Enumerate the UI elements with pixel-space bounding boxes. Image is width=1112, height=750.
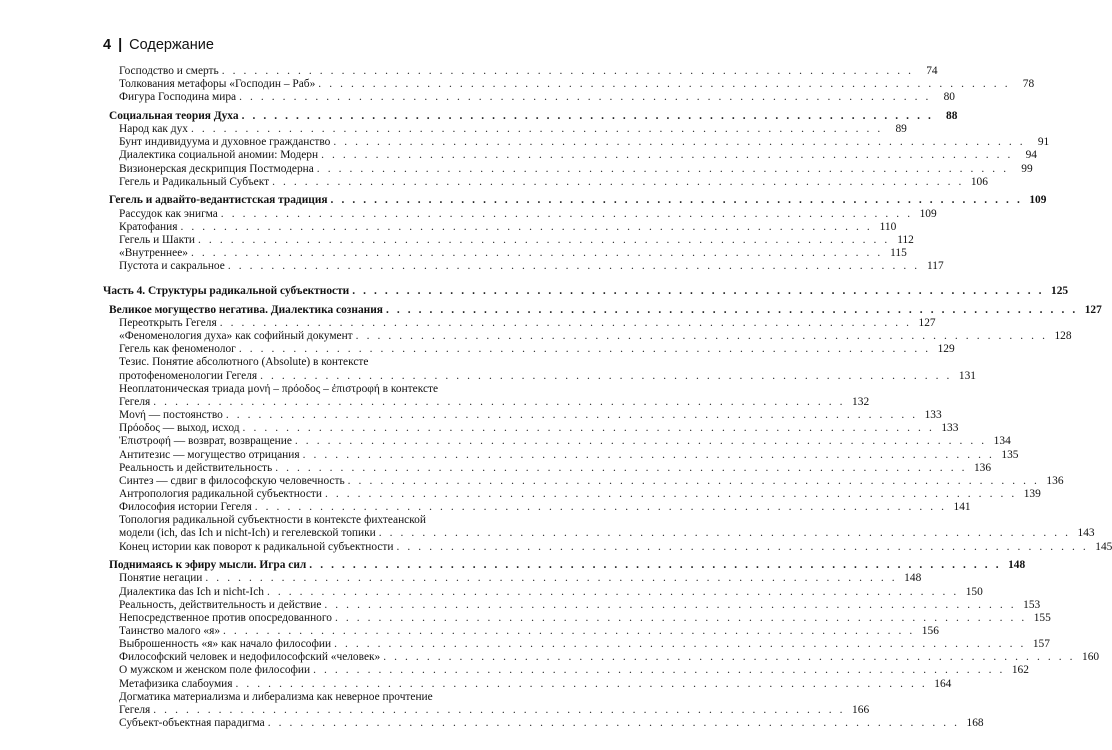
toc-entry-page: 145 [1095, 541, 1112, 553]
toc-entry-title: Господство и смерть [119, 65, 219, 77]
toc-entry-title: О мужском и женском поле философии [119, 664, 311, 676]
toc-entry-page: 136 [973, 462, 992, 474]
toc-entry [119, 330, 1072, 343]
toc-entry [119, 356, 480, 369]
toc-entry-page: 110 [879, 221, 897, 233]
toc-entry [119, 501, 971, 514]
toc-entry-page: 136 [1046, 475, 1064, 487]
toc-entry [119, 221, 897, 234]
toc-entry-title: Догматика материализма и либерализма как неверное прочтение [119, 691, 433, 703]
toc-entry-page: 143 [1077, 527, 1095, 539]
toc-entry-page: 99 [1021, 163, 1033, 175]
toc-entry-title: Кратофания [119, 221, 178, 233]
header-separator: | [118, 37, 123, 53]
toc-entry-title: Социальная теория Духа [109, 110, 239, 122]
dot-leader: . . . . . . . . . . . . . . . . . . . . . . . . . . . . . . . . . . . . . . . . . . . . . . . . . . . . . . . . . . . . . . . . [330, 194, 1023, 206]
toc-entry [119, 691, 480, 704]
dot-leader: . . . . . . . . . . . . . . . . . . . . . . . . . . . . . . . . . . . . . . . . . . . . . . . . . . . . . . . . . . . . . . . . [324, 488, 1017, 500]
toc-entry-page: 166 [852, 704, 870, 716]
toc-entry-title: Неоплатоническая триада μονή – πρόοδος – ἐπιστροφή в контексте [119, 383, 439, 395]
toc-entry-page: 109 [1029, 194, 1047, 206]
toc-entry [119, 78, 1035, 91]
toc-entry-page: 148 [1008, 559, 1026, 571]
toc-entry-page: 78 [1022, 78, 1035, 90]
toc-chapter-entry [109, 194, 1047, 207]
toc-entry [119, 247, 907, 260]
toc-entry-page: 109 [919, 208, 937, 220]
toc-entry-page: 157 [1032, 638, 1050, 650]
toc-entry [119, 612, 1051, 625]
toc-entry-title: Антитезис — могущество отрицания [119, 449, 300, 461]
dot-leader: . . . . . . . . . . . . . . . . . . . . . . . . . . . . . . . . . . . . . . . . . . . . . . . . . . . . . . . . . . . . . . . . [333, 136, 1026, 148]
toc-entry-title: «Внутреннее» [119, 247, 188, 259]
toc-entry [119, 163, 1033, 176]
toc-entry [119, 527, 1095, 540]
dot-leader: . . . . . . . . . . . . . . . . . . . . . . . . . . . . . . . . . . . . . . . . . . . . . . . . . . . . . . . . . . . . . . . . [220, 208, 913, 220]
toc-entry [119, 599, 1041, 612]
toc-entry-title: Поднимаясь к эфиру мысли. Игра сил [109, 559, 307, 571]
toc-entry [119, 541, 1112, 554]
dot-leader: . . . . . . . . . . . . . . . . . . . . . . . . . . . . . . . . . . . . . . . . . . . . . . . . . . . . . . . . . . . . . . . . [334, 638, 1026, 650]
toc-entry-title: Гегель как феноменолог [119, 343, 236, 355]
toc-entry-page: 125 [1051, 285, 1069, 297]
toc-entry-title: Народ как дух [119, 123, 188, 135]
toc-entry [119, 572, 922, 585]
toc-entry-title: Πρόοδος — выход, исход [119, 422, 240, 434]
toc-entry [119, 149, 1037, 162]
toc-chapter-entry [109, 559, 1026, 572]
toc-entry-title: Выброшенность «я» как начало философии [119, 638, 332, 650]
toc-entry [119, 638, 1050, 651]
toc-entry-page: 155 [1033, 612, 1051, 624]
dot-leader: . . . . . . . . . . . . . . . . . . . . . . . . . . . . . . . . . . . . . . . . . . . . . . . . . . . . . . . . . . . . . . . . [396, 541, 1089, 553]
toc-entry-title: Толкования метафоры «Господин – Раб» [119, 78, 316, 90]
toc-entry-title: Непосредственное против опосредованного [119, 612, 332, 624]
dot-leader: . . . . . . . . . . . . . . . . . . . . . . . . . . . . . . . . . . . . . . . . . . . . . . . . . . . . . . . . . . . . . . . . [309, 559, 1002, 571]
dot-leader: . . . . . . . . . . . . . . . . . . . . . . . . . . . . . . . . . . . . . . . . . . . . . . . . . . . . . . . . . . . . . . . . [153, 396, 846, 408]
toc-entry-page: 94 [1025, 149, 1037, 161]
toc-entry-title: Часть 4. Структуры радикальной субъектности [103, 285, 350, 297]
dot-leader: . . . . . . . . . . . . . . . . . . . . . . . . . . . . . . . . . . . . . . . . . . . . . . . . . . . . . . . . . . . . . . . . [321, 149, 1013, 161]
dot-leader: . . . . . . . . . . . . . . . . . . . . . . . . . . . . . . . . . . . . . . . . . . . . . . . . . . . . . . . . . . . . . . . . [225, 409, 918, 421]
toc-entry-page: 164 [934, 678, 952, 690]
toc-entry-page: 141 [953, 501, 971, 513]
toc-entry-page: 117 [927, 260, 944, 272]
dot-leader: . . . . . . . . . . . . . . . . . . . . . . . . . . . . . . . . . . . . . . . . . . . . . . . . . . . . . . . . . . . . . . . . [316, 163, 1009, 175]
toc-entry-page: 168 [966, 717, 984, 729]
dot-leader: . . . . . . . . . . . . . . . . . . . . . . . . . . . . . . . . . . . . . . . . . . . . . . . . . . . . . . . . . . . . . . . . [239, 91, 931, 103]
dot-leader: . . . . . . . . . . . . . . . . . . . . . . . . . . . . . . . . . . . . . . . . . . . . . . . . . . . . . . . . . . . . . . . . [260, 370, 952, 382]
toc-entry-page: 148 [904, 572, 922, 584]
dot-leader: . . . . . . . . . . . . . . . . . . . . . . . . . . . . . . . . . . . . . . . . . . . . . . . . . . . . . . . . . . . . . . . . [324, 599, 1017, 611]
page-number: 4 [103, 37, 112, 53]
toc-entry-title: Гегеля [119, 704, 151, 716]
dot-leader: . . . . . . . . . . . . . . . . . . . . . . . . . . . . . . . . . . . . . . . . . . . . . . . . . . . . . . . . . . . . . . . . [238, 343, 931, 355]
toc-entry-title: Ἐπιστροφή — возврат, возвращение [119, 435, 292, 447]
toc-entry-title: Гегеля [119, 396, 151, 408]
toc-entry [119, 409, 942, 422]
dot-leader: . . . . . . . . . . . . . . . . . . . . . . . . . . . . . . . . . . . . . . . . . . . . . . . . . . . . . . . . . . . . . . . . [275, 462, 968, 474]
toc-entry-title: Таинство малого «я» [119, 625, 221, 637]
toc-entry-page: 150 [965, 586, 983, 598]
toc-entry-page: 139 [1023, 488, 1041, 500]
toc-entry-title: Великое могущество негатива. Диалектика сознания [109, 304, 383, 316]
toc-entry-title: Гегель и Радикальный Субъект [119, 176, 270, 188]
toc-entry-page: 74 [926, 65, 938, 77]
dot-leader: . . . . . . . . . . . . . . . . . . . . . . . . . . . . . . . . . . . . . . . . . . . . . . . . . . . . . . . . . . . . . . . . [235, 678, 928, 690]
toc-entry-page: 162 [1011, 664, 1029, 676]
toc-entry-title: Фигура Господина мира [119, 91, 237, 103]
toc-entry-page: 132 [852, 396, 870, 408]
toc-entry [119, 664, 1029, 677]
toc-entry-title: Антропология радикальной субъектности [119, 488, 322, 500]
toc-part-entry [103, 285, 1069, 298]
dot-leader: . . . . . . . . . . . . . . . . . . . . . . . . . . . . . . . . . . . . . . . . . . . . . . . . . . . . . . . . . . . . . . . . [355, 330, 1048, 342]
toc-entry [119, 422, 959, 435]
toc-entry-page: 131 [958, 370, 976, 382]
dot-leader: . . . . . . . . . . . . . . . . . . . . . . . . . . . . . . . . . . . . . . . . . . . . . . . . . . . . . . . . . . . . . . . . [221, 65, 914, 77]
toc-entry [119, 396, 870, 409]
toc-entry [119, 370, 976, 383]
toc-entry-page: 134 [993, 435, 1011, 447]
dot-leader: . . . . . . . . . . . . . . . . . . . . . . . . . . . . . . . . . . . . . . . . . . . . . . . . . . . . . . . . . . . . . . . . [190, 247, 883, 259]
toc-entry-title: протофеноменологии Гегеля [119, 370, 258, 382]
toc-entry-page: 115 [890, 247, 907, 259]
dot-leader: . . . . . . . . . . . . . . . . . . . . . . . . . . . . . . . . . . . . . . . . . . . . . . . . . . . . . . . . . . . . . . . . [242, 422, 935, 434]
toc-entry [119, 488, 1041, 501]
toc-entry-title: Реальность и действительность [119, 462, 273, 474]
dot-leader: . . . . . . . . . . . . . . . . . . . . . . . . . . . . . . . . . . . . . . . . . . . . . . . . . . . . . . . . . . . . . . . . [153, 704, 846, 716]
dot-leader: . . . . . . . . . . . . . . . . . . . . . . . . . . . . . . . . . . . . . . . . . . . . . . . . . . . . . . . . . . . . . . . . [198, 234, 890, 246]
dot-leader: . . . . . . . . . . . . . . . . . . . . . . . . . . . . . . . . . . . . . . . . . . . . . . . . . . . . . . . . . . . . . . . . [294, 435, 987, 447]
toc-entry [119, 514, 480, 527]
toc-entry [119, 260, 944, 273]
dot-leader: . . . . . . . . . . . . . . . . . . . . . . . . . . . . . . . . . . . . . . . . . . . . . . . . . . . . . . . . . . . . . . . . [334, 612, 1027, 624]
toc-entry [119, 123, 907, 136]
toc-entry-title: Рассудок как энигма [119, 208, 218, 220]
toc-entry [119, 704, 870, 717]
dot-leader: . . . . . . . . . . . . . . . . . . . . . . . . . . . . . . . . . . . . . . . . . . . . . . . . . . . . . . . . . . . . . . . . [227, 260, 920, 272]
dot-leader: . . . . . . . . . . . . . . . . . . . . . . . . . . . . . . . . . . . . . . . . . . . . . . . . . . . . . . . . . . . . . . . . [205, 572, 898, 584]
toc-entry [119, 234, 914, 247]
toc-entry-title: модели (ich, das Ich и nicht-Ich) и гегелевской топики [119, 527, 376, 539]
toc-entry-page: 106 [970, 176, 988, 188]
toc-entry-title: Синтез — сдвиг в философскую человечность [119, 475, 345, 487]
toc-entry-page: 156 [921, 625, 939, 637]
toc-entry-title: Философия истории Гегеля [119, 501, 252, 513]
dot-leader: . . . . . . . . . . . . . . . . . . . . . . . . . . . . . . . . . . . . . . . . . . . . . . . . . . . . . . . . . . . . . . . . [313, 664, 1005, 676]
dot-leader: . . . . . . . . . . . . . . . . . . . . . . . . . . . . . . . . . . . . . . . . . . . . . . . . . . . . . . . . . . . . . . . . [378, 527, 1071, 539]
toc-entry-page: 160 [1082, 651, 1100, 663]
dot-leader: . . . . . . . . . . . . . . . . . . . . . . . . . . . . . . . . . . . . . . . . . . . . . . . . . . . . . . . . . . . . . . . . [223, 625, 915, 637]
toc-entry-title: Тезис. Понятие абсолютного (Absolute) в контексте [119, 356, 369, 368]
toc-entry-title: Диалектика das Ich и nicht-Ich [119, 586, 264, 598]
toc-entry-page: 89 [895, 123, 907, 135]
toc-entry-title: Топология радикальной субъектности в контексте фихтеанской [119, 514, 426, 526]
toc-entry-title: Гегель и адвайто-ведантистская традиция [109, 194, 328, 206]
toc-entry-page: 127 [1084, 304, 1102, 316]
toc-entry [119, 208, 937, 221]
toc-entry [119, 343, 955, 356]
toc-entry-title: Μονή — постоянство [119, 409, 223, 421]
dot-leader: . . . . . . . . . . . . . . . . . . . . . . . . . . . . . . . . . . . . . . . . . . . . . . . . . . . . . . . . . . . . . . . . [302, 449, 995, 461]
dot-leader: . . . . . . . . . . . . . . . . . . . . . . . . . . . . . . . . . . . . . . . . . . . . . . . . . . . . . . . . . . . . . . . . [385, 304, 1078, 316]
header-title: Содержание [129, 37, 214, 53]
toc-entry-page: 91 [1037, 136, 1050, 148]
dot-leader: . . . . . . . . . . . . . . . . . . . . . . . . . . . . . . . . . . . . . . . . . . . . . . . . . . . . . . . . . . . . . . . . [219, 317, 912, 329]
toc-entry-page: 153 [1023, 599, 1041, 611]
toc-entry-title: Конец истории как поворот к радикальной субъектности [119, 541, 394, 553]
dot-leader: . . . . . . . . . . . . . . . . . . . . . . . . . . . . . . . . . . . . . . . . . . . . . . . . . . . . . . . . . . . . . . . . [347, 475, 1040, 487]
toc-entry-page: 127 [918, 317, 936, 329]
toc-entry-title: Философский человек и недофилософский «человек» [119, 651, 381, 663]
dot-leader: . . . . . . . . . . . . . . . . . . . . . . . . . . . . . . . . . . . . . . . . . . . . . . . . . . . . . . . . . . . . . . . . [241, 110, 934, 122]
toc-entry-page: 135 [1001, 449, 1019, 461]
dot-leader: . . . . . . . . . . . . . . . . . . . . . . . . . . . . . . . . . . . . . . . . . . . . . . . . . . . . . . . . . . . . . . . . [272, 176, 964, 188]
toc-entry [119, 625, 939, 638]
dot-leader: . . . . . . . . . . . . . . . . . . . . . . . . . . . . . . . . . . . . . . . . . . . . . . . . . . . . . . . . . . . . . . . . [318, 78, 1011, 90]
toc-entry [119, 462, 992, 475]
dot-leader: . . . . . . . . . . . . . . . . . . . . . . . . . . . . . . . . . . . . . . . . . . . . . . . . . . . . . . . . . . . . . . . . [266, 586, 959, 598]
toc-entry-title: Пустота и сакральное [119, 260, 225, 272]
dot-leader: . . . . . . . . . . . . . . . . . . . . . . . . . . . . . . . . . . . . . . . . . . . . . . . . . . . . . . . . . . . . . . . . [383, 651, 1076, 663]
dot-leader: . . . . . . . . . . . . . . . . . . . . . . . . . . . . . . . . . . . . . . . . . . . . . . . . . . . . . . . . . . . . . . . . [180, 221, 873, 233]
toc-entry-page: 112 [897, 234, 914, 246]
toc-entry [119, 475, 1064, 488]
toc-entry-title: «Феноменология духа» как софийный документ [119, 330, 353, 342]
toc-entry-title: Понятие негации [119, 572, 203, 584]
toc-entry-title: Переоткрыть Гегеля [119, 317, 217, 329]
toc-entry-title: Реальность, действительность и действие [119, 599, 322, 611]
toc-entry [119, 678, 952, 691]
toc-entry [119, 435, 1011, 448]
toc-entry [119, 91, 955, 104]
toc-entry [119, 586, 983, 599]
toc-entry [119, 449, 1019, 462]
dot-leader: . . . . . . . . . . . . . . . . . . . . . . . . . . . . . . . . . . . . . . . . . . . . . . . . . . . . . . . . . . . . . . . . [254, 501, 947, 513]
toc-entry-page: 80 [943, 91, 955, 103]
toc-entry-page: 133 [924, 409, 942, 421]
toc-entry [119, 317, 936, 330]
dot-leader: . . . . . . . . . . . . . . . . . . . . . . . . . . . . . . . . . . . . . . . . . . . . . . . . . . . . . . . . . . . . . . . . [190, 123, 883, 135]
toc-entry [119, 136, 1050, 149]
toc-entry-title: Метафизика слабоумия [119, 678, 233, 690]
toc-entry-title: Субъект-объектная парадигма [119, 717, 265, 729]
toc-entry-page: 128 [1054, 330, 1072, 342]
toc-entry [119, 65, 938, 78]
toc-chapter-entry [109, 304, 1102, 317]
toc-chapter-entry [109, 110, 958, 123]
toc-entry [119, 717, 984, 730]
dot-leader: . . . . . . . . . . . . . . . . . . . . . . . . . . . . . . . . . . . . . . . . . . . . . . . . . . . . . . . . . . . . . . . . [267, 717, 960, 729]
toc-entry [119, 176, 988, 189]
toc-entry-page: 88 [946, 110, 958, 122]
toc-entry-page: 133 [941, 422, 959, 434]
dot-leader: . . . . . . . . . . . . . . . . . . . . . . . . . . . . . . . . . . . . . . . . . . . . . . . . . . . . . . . . . . . . . . . . [352, 285, 1045, 297]
toc-entry-page: 129 [937, 343, 955, 355]
toc-entry-title: Бунт индивидуума и духовное гражданство [119, 136, 331, 148]
toc-entry [119, 651, 1100, 664]
toc-entry-title: Гегель и Шакти [119, 234, 196, 246]
toc-entry-title: Диалектика социальной аномии: Модерн [119, 149, 319, 161]
toc-entry-title: Визионерская дескрипция Постмодерна [119, 163, 314, 175]
toc-entry [119, 383, 480, 396]
